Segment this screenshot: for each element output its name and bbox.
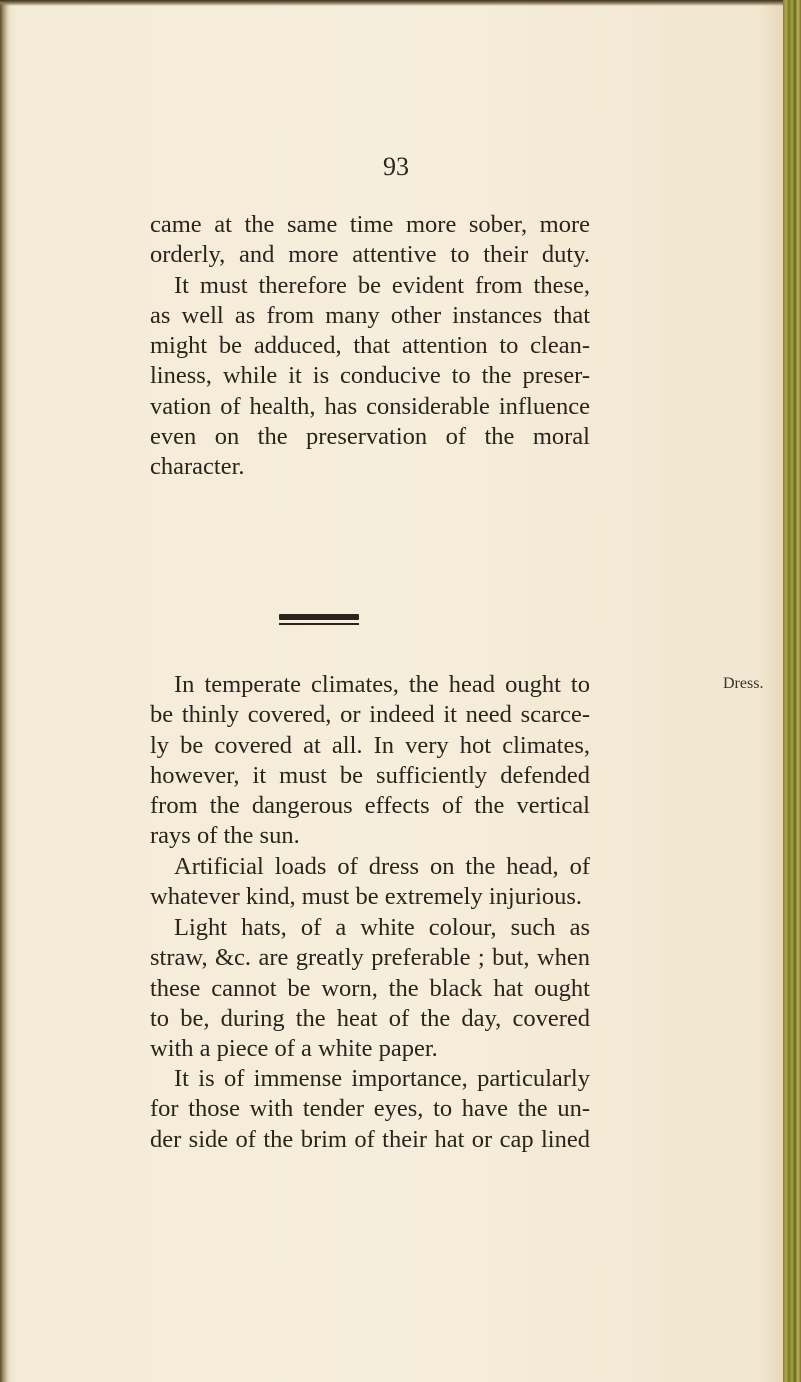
- margin-note-dress: Dress.: [723, 675, 764, 692]
- text-line: In temperate climates, the head ought to: [174, 671, 590, 698]
- section-divider: [279, 614, 359, 626]
- text-line: der side of the brim of their hat or cap lined: [150, 1125, 590, 1153]
- divider-thin-rule: [279, 623, 359, 625]
- text-line: It must therefore be evident from these,: [174, 271, 590, 299]
- paragraph-artificial-loads: [150, 852, 590, 913]
- text-line: Artificial loads of dress on the head, of: [174, 853, 590, 880]
- text-line: Light hats, of a white colour, such as: [174, 914, 590, 941]
- text-line: orderly, and more attentive to their duty.: [150, 241, 590, 269]
- text-line: came at the same time more sober, more: [150, 211, 590, 238]
- text-line: be thinly covered, or indeed it need scarce-: [150, 701, 590, 729]
- paragraph-head-covering: [150, 670, 590, 852]
- text-line: whatever kind, must be extremely injurious.: [150, 883, 583, 911]
- text-line: as well as from many other instances that: [150, 301, 590, 329]
- book-binding: [783, 0, 801, 1382]
- paragraph-brim-lining: [150, 1064, 590, 1155]
- divider-thick-rule: [279, 614, 359, 620]
- page-number: 93: [383, 152, 409, 181]
- text-line: might be adduced, that attention to clean-: [150, 332, 590, 360]
- text-line: character.: [150, 453, 245, 481]
- page-top-edge: [0, 0, 801, 6]
- text-line: however, it must be sufficiently defended: [150, 761, 590, 789]
- text-line: even on the preservation of the moral: [150, 423, 590, 451]
- text-line: to be, during the heat of the day, covered: [150, 1004, 590, 1032]
- text-line: straw, &c. are greatly preferable ; but, when: [150, 944, 590, 972]
- text-line: liness, while it is conducive to the preser-: [150, 362, 590, 390]
- paragraph-light-hats: [150, 913, 590, 1064]
- text-line: with a piece of a white paper.: [150, 1035, 438, 1063]
- text-line: for those with tender eyes, to have the un-: [150, 1095, 590, 1123]
- text-line: ly be covered at all. In very hot climates,: [150, 731, 590, 759]
- paragraph-cleanliness: [150, 210, 590, 483]
- text-line: from the dangerous effects of the vertical: [150, 792, 590, 820]
- page-left-edge: [0, 0, 10, 1382]
- text-line: It is of immense importance, particularly: [174, 1065, 590, 1092]
- text-line: these cannot be worn, the black hat ought: [150, 974, 590, 1002]
- text-line: rays of the sun.: [150, 822, 300, 850]
- text-line: vation of health, has considerable influence: [150, 392, 590, 420]
